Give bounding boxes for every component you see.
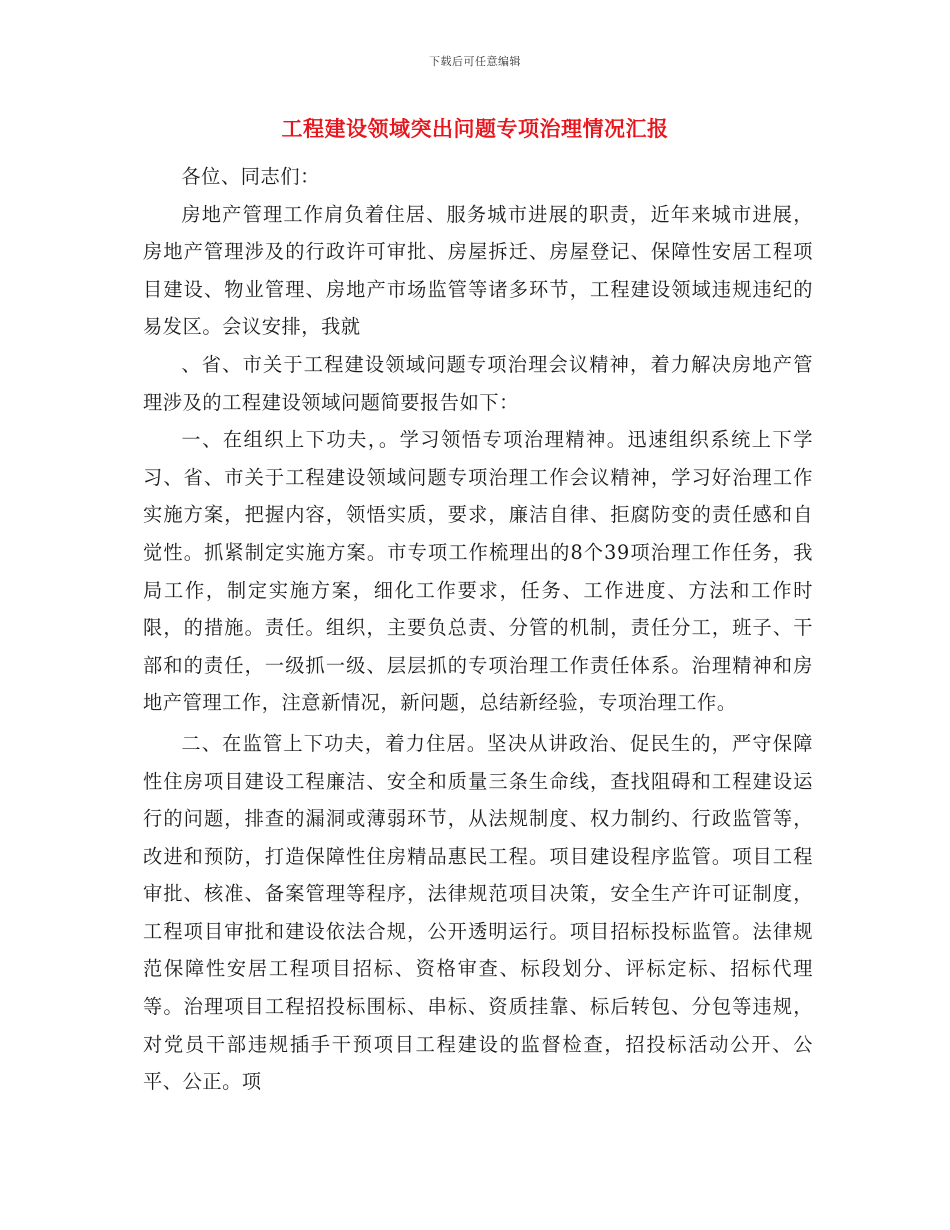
header-note: 下载后可任意编辑 (429, 55, 521, 68)
paragraph-1: 房地产管理工作肩负着住居、服务城市进展的职责，近年来城市进展，房地产管理涉及的行政许可审批、房屋拆迁、房屋登记、保障性安居工程项目建设、物业管理、房地产市场监管等诸多环节，工程建设领域违规违纪的易发区。会议安排，我就 (143, 202, 813, 339)
paragraph-3: 一、在组织上下功夫，。学习领悟专项治理精神。迅速组织系统上下学习、省、市关于工程建设领域问题专项治理工作会议精神，学习好治理工作实施方案，把握内容，领悟实质，要求，廉洁自律、拒腐防变的责任感和自觉性。抓紧制定实施方案。市专项工作梳理出的8个39项治理工作任务，我局工作，制定实施方案，细化工作要求，任务、工作进度、方法和工作时限，的措施。责任。组织，主要负总责、分管的机制，责任分工，班子、干部和的责任，一级抓一级、层层抓的专项治理工作责任体系。治理精神和房地产管理工作，注意新情况，新问题，总结新经验，专项治理工作。 (143, 428, 813, 715)
greeting: 各位、同志们： (181, 165, 320, 188)
document-body (143, 158, 813, 1101)
paragraph-2: 、省、市关于工程建设领域问题专项治理会议精神，着力解决房地产管理涉及的工程建设领域问题简要报告如下： (143, 352, 813, 414)
document-title: 工程建设领域突出问题专项治理情况汇报 (281, 116, 669, 141)
paragraph-4: 二、在监管上下功夫，着力住居。坚决从讲政治、促民生的，严守保障性住房项目建设工程廉洁、安全和质量三条生命线，查找阻碍和工程建设运行的问题，排查的漏洞或薄弱环节，从法规制度、权力制约、行政监管等，改进和预防，打造保障性住房精品惠民工程。项目建设程序监管。项目工程审批、核准、备案管理等程序，法律规范项目决策，安全生产许可证制度，工程项目审批和建设依法合规，公开透明运行。项目招标投标监管。法律规范保障性安居工程项目招标、资格审查、标段划分、评标定标、招标代理等。治理项目工程招投标围标、串标、资质挂靠、标后转包、分包等违规，对党员干部违规插手干预项目工程建设的监督检查，招投标活动公开、公平、公正。项 (143, 731, 813, 1094)
